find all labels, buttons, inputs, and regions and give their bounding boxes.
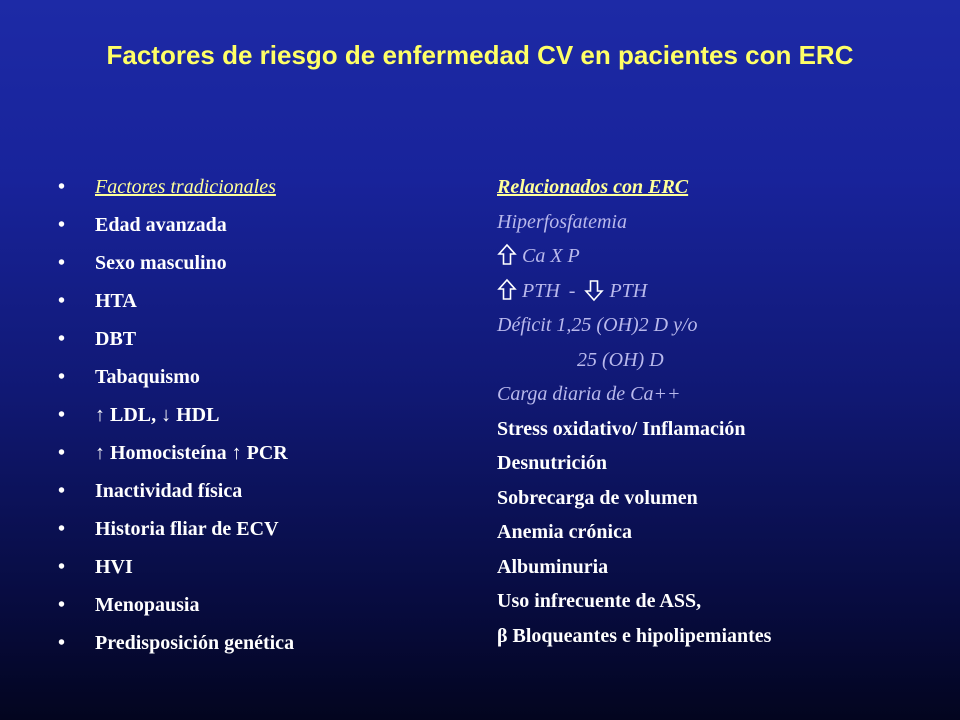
list-item xyxy=(58,434,294,472)
list-item-caxp xyxy=(497,239,771,274)
bullet: • xyxy=(58,214,66,236)
list-item-text: ↑ Homocisteína ↑ PCR xyxy=(95,442,288,464)
ckd-related-factors-list xyxy=(497,170,771,653)
bullet: • xyxy=(58,556,66,578)
bullet: • xyxy=(58,176,66,198)
list-item xyxy=(58,168,294,206)
bullet: • xyxy=(58,366,66,388)
list-item-oh-d: 25 (OH) D xyxy=(577,348,664,371)
list-item-text: Historia fliar de ECV xyxy=(95,518,279,540)
list-item-text: Tabaquismo xyxy=(95,366,200,388)
list-item xyxy=(58,320,294,358)
bullet: • xyxy=(58,518,66,540)
list-item-bloqueantes: β Bloqueantes e hipolipemiantes xyxy=(497,624,772,647)
bullet: • xyxy=(58,442,66,464)
list-item-text: ↑ LDL, ↓ HDL xyxy=(95,404,220,426)
traditional-factors-list xyxy=(58,168,294,662)
list-item xyxy=(58,396,294,434)
bullet: • xyxy=(58,594,66,616)
list-item-text: Inactividad física xyxy=(95,480,243,502)
list-item-desnutricion: Desnutrición xyxy=(497,452,607,474)
hollow-arrow-down-icon xyxy=(584,278,604,302)
pth-down-text: PTH xyxy=(609,279,648,302)
list-item-pth xyxy=(497,274,771,309)
list-item xyxy=(58,358,294,396)
list-item-text: DBT xyxy=(95,328,137,350)
list-item-albuminuria: Albuminuria xyxy=(497,555,609,578)
bullet: • xyxy=(58,404,66,426)
list-item-anemia: Anemia crónica xyxy=(497,521,632,543)
list-item xyxy=(58,624,294,662)
hollow-arrow-up-icon xyxy=(497,243,517,267)
caxp-text: Ca X P xyxy=(522,245,580,267)
list-item-uso: Uso infrecuente de ASS, xyxy=(497,590,702,612)
list-item xyxy=(58,282,294,320)
list-item-text: Edad avanzada xyxy=(95,214,227,236)
pth-up-text: PTH xyxy=(522,279,560,302)
ckd-factors-heading: Relacionados con ERC xyxy=(497,176,689,198)
bullet: • xyxy=(58,328,66,350)
bullet: • xyxy=(58,252,66,274)
list-item xyxy=(58,244,294,282)
list-item-sobrecarga: Sobrecarga de volumen xyxy=(497,486,698,509)
bullet: • xyxy=(58,290,66,312)
list-item-text: Predisposición genética xyxy=(95,632,295,654)
list-item-carga: Carga diaria de Ca++ xyxy=(497,383,681,405)
dash-text: - xyxy=(568,279,576,302)
list-item xyxy=(58,510,294,548)
list-item-text: Menopausia xyxy=(95,594,200,616)
bullet: • xyxy=(58,632,66,654)
slide-title: Factores de riesgo de enfermedad CV en pacientes con ERC xyxy=(106,40,854,70)
list-item-hiperfosfatemia: Hiperfosfatemia xyxy=(497,210,627,233)
list-item xyxy=(58,206,294,244)
list-item xyxy=(58,548,294,586)
list-item xyxy=(58,586,294,624)
hollow-arrow-up-icon xyxy=(497,278,517,302)
list-item-text: Sexo masculino xyxy=(95,252,227,274)
list-item-deficit: Déficit 1,25 (OH)2 D y/o xyxy=(497,314,698,336)
list-item-text: HTA xyxy=(95,290,137,312)
traditional-factors-heading: Factores tradicionales xyxy=(95,176,276,198)
list-item-stress: Stress oxidativo/ Inflamación xyxy=(497,417,746,440)
list-item-text: HVI xyxy=(95,556,133,578)
bullet: • xyxy=(58,480,66,502)
list-item xyxy=(58,472,294,510)
